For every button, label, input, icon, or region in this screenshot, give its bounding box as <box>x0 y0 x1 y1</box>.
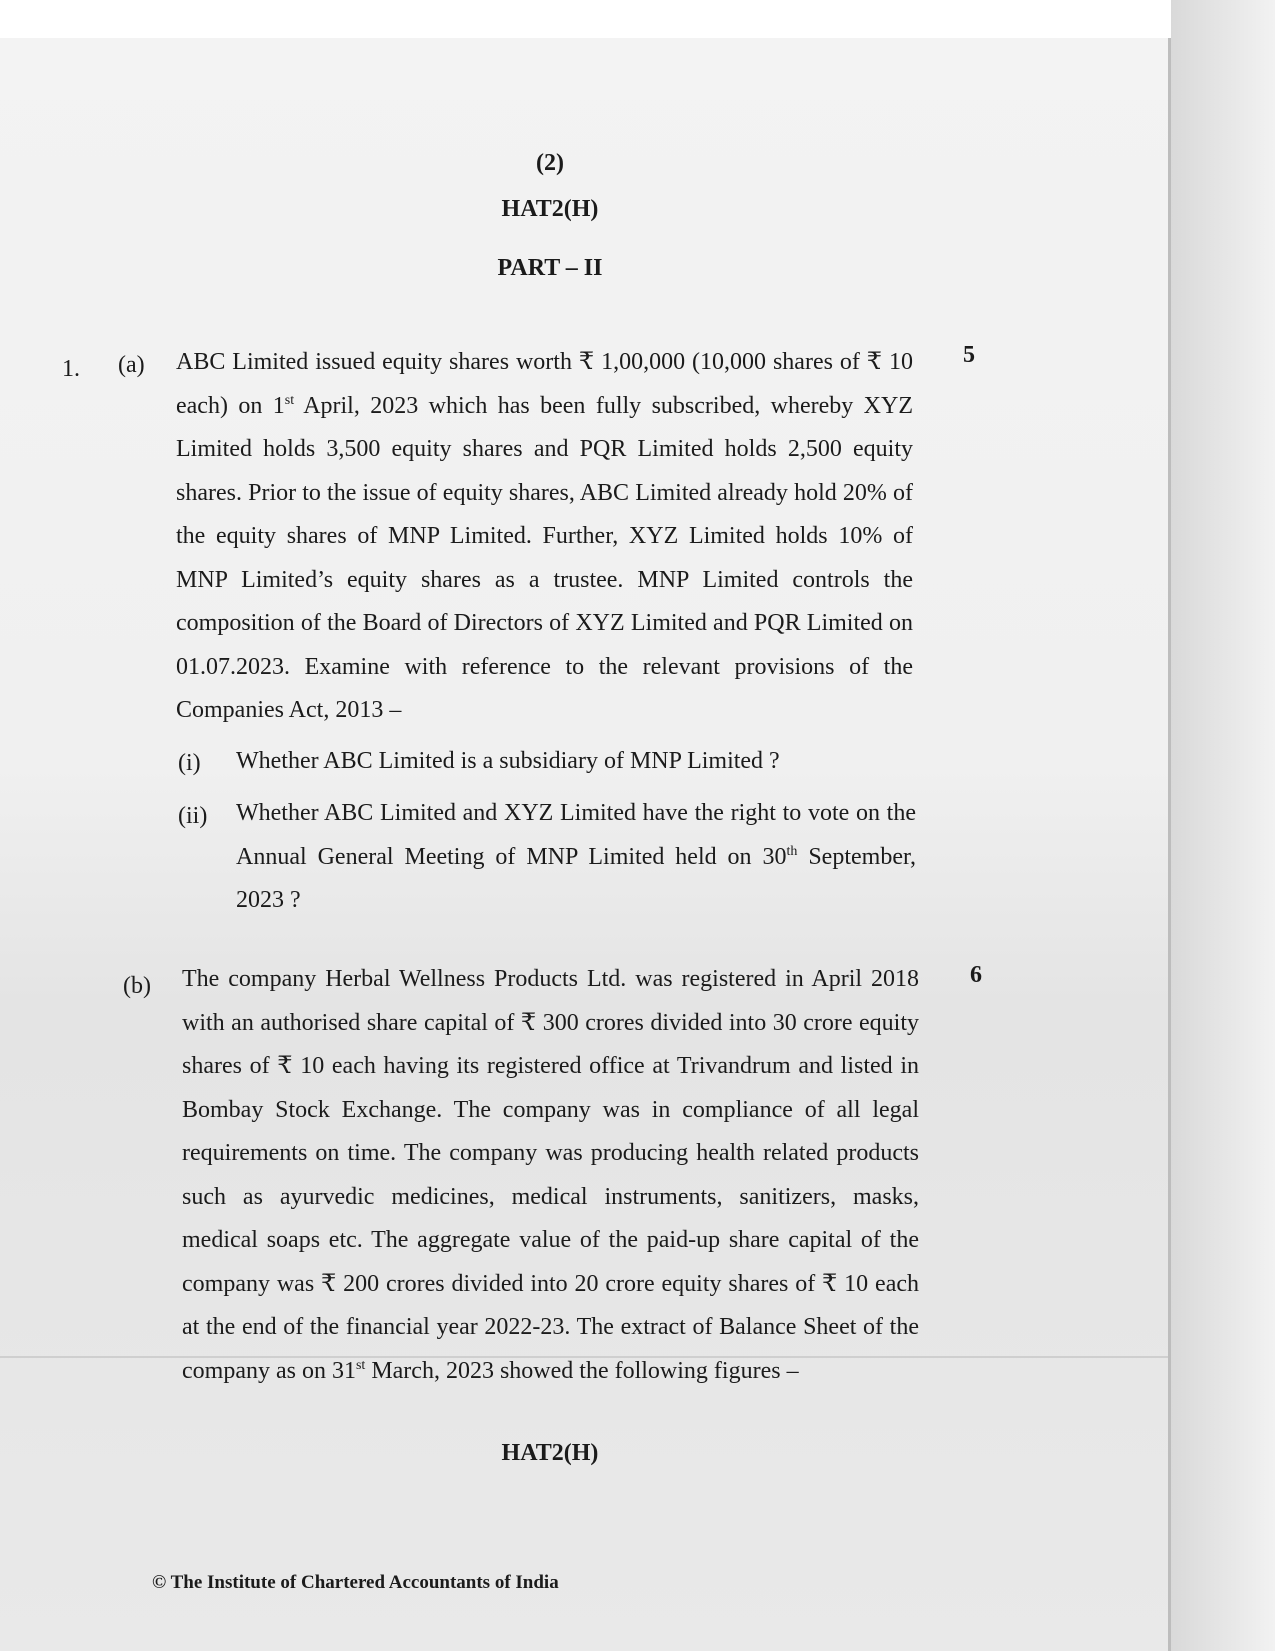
part-b-marks: 6 <box>970 962 982 988</box>
sub-ii-text <box>236 792 916 923</box>
part-a-label: (a) <box>118 352 145 378</box>
part-b-text-2: March, 2023 showed the following figures – <box>365 1357 799 1384</box>
scan-top-margin <box>0 0 1275 38</box>
sub-ii-label: (ii) <box>178 803 208 829</box>
copyright-notice: © The Institute of Chartered Accountants of India <box>152 1572 559 1593</box>
part-b-text <box>182 958 919 1393</box>
part-a-text <box>176 341 913 733</box>
part-b-label: (b) <box>123 973 151 999</box>
sub-ii-text-2: September, 2023 ? <box>236 843 916 913</box>
question-number: 1. <box>62 356 80 382</box>
part-a-marks: 5 <box>963 342 975 368</box>
paper-code-header: HAT2(H) <box>501 196 599 222</box>
page-number: (2) <box>536 150 564 176</box>
part-b-text-1: The company Herbal Wellness Products Ltd. was registered in April 2018 with an authorised share capital of ₹ 300 crores divided into 30 crore equity shares of ₹ 10 each having its registered office at Trivandrum and listed in Bombay Stock Exchange. The company was in compliance of all legal requirements on time. The company was producing health related products such as ayurvedic medicines, medical instruments, sanitizers, masks, medical soaps etc. The aggregate value of the paid-up share capital of the company was ₹ 200 crores divided into 20 crore equity shares of ₹ 10 each at the end of the financial year 2022-23. The extract of Balance Sheet of the company as on 31 <box>182 966 919 1384</box>
part-a-text-2: April, 2023 which has been fully subscribed, whereby XYZ Limited holds 3,500 equity shares and PQR Limited holds 2,500 equity shares. Prior to the issue of equity shares, ABC Limited already hold 20% of the equity shares of MNP Limited. Further, XYZ Limited holds 10% of MNP Limited’s equity shares as a trustee. MNP Limited controls the composition of the Board of Directors of XYZ Limited and PQR Limited on 01.07.2023. Examine with reference to the relevant provisions of the Companies Act, 2013 – <box>176 392 913 723</box>
sub-ii-sup: th <box>786 843 798 859</box>
paper-code-footer: HAT2(H) <box>501 1440 599 1466</box>
part-b-sup-1: st <box>355 1357 366 1373</box>
scan-right-margin <box>1171 0 1275 1651</box>
sub-ii-text-1: Whether ABC Limited and XYZ Limited have the right to vote on the Annual General Meeting of MNP Limited held on 30 <box>236 800 916 870</box>
part-a-sup-1: st <box>284 392 295 408</box>
part-heading: PART – II <box>497 255 603 281</box>
sub-i-label: (i) <box>178 750 201 776</box>
sub-i-text: Whether ABC Limited is a subsidiary of MNP Limited ? <box>236 748 780 774</box>
part-a-text-1: ABC Limited issued equity shares worth ₹ 1,00,000 (10,000 shares of ₹ 10 each) on 1 <box>176 349 913 419</box>
